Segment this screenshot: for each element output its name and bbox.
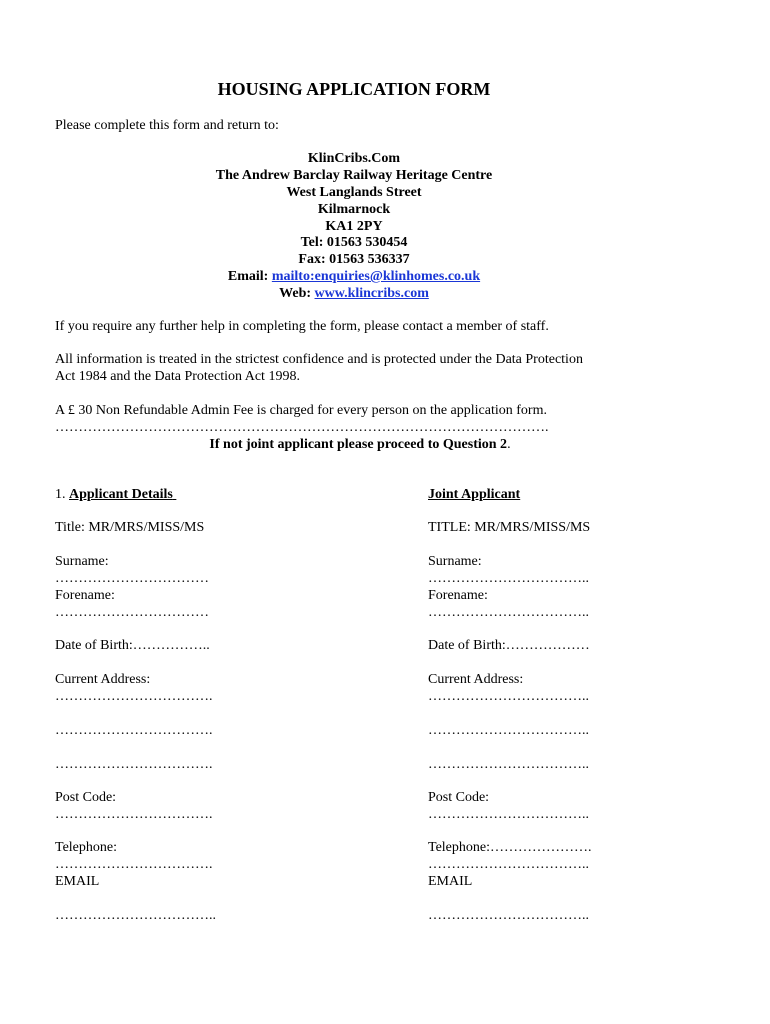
joint-address-label: Current Address: bbox=[428, 672, 524, 687]
applicant-forename-field[interactable]: …………………………… bbox=[55, 605, 209, 620]
street-name: West Langlands Street bbox=[286, 185, 422, 200]
joint-address-field-1[interactable]: …………………………….. bbox=[428, 689, 589, 704]
form-title: HOUSING APPLICATION FORM bbox=[217, 79, 491, 99]
applicant-address-field-2[interactable]: ……………………………. bbox=[55, 723, 213, 738]
joint-applicant-heading: Joint Applicant bbox=[428, 487, 521, 502]
applicant-postcode-field[interactable]: ……………………………. bbox=[55, 807, 213, 822]
fax-number: Fax: 01563 536337 bbox=[298, 252, 410, 267]
postcode: KA1 2PY bbox=[325, 219, 383, 234]
email-line bbox=[0, 268, 708, 285]
privacy-note-line2: Act 1984 and the Data Protection Act 1998. bbox=[55, 369, 300, 384]
company-name: KlinCribs.Com bbox=[307, 151, 401, 166]
applicant-surname-field[interactable]: …………………………… bbox=[55, 571, 209, 586]
privacy-note-line1: All information is treated in the strictest confidence and is protected under the Data Protection bbox=[55, 352, 583, 367]
applicant-email-field[interactable]: …………………………….. bbox=[55, 908, 216, 923]
joint-forename-label: Forename: bbox=[428, 588, 488, 603]
applicant-postcode-label: Post Code: bbox=[55, 790, 117, 805]
joint-telephone-field[interactable]: Telephone:…………………. bbox=[428, 840, 592, 855]
telephone-number: Tel: 01563 530454 bbox=[300, 235, 408, 250]
joint-postcode-label: Post Code: bbox=[428, 790, 490, 805]
email-link[interactable]: mailto:enquiries@klinhomes.co.uk bbox=[271, 269, 481, 284]
joint-address-field-2[interactable]: …………………………….. bbox=[428, 723, 589, 738]
applicant-telephone-label: Telephone: bbox=[55, 840, 117, 855]
building-name: The Andrew Barclay Railway Heritage Centre bbox=[215, 168, 493, 183]
email-label: Email: bbox=[227, 269, 269, 284]
help-note: If you require any further help in completing the form, please contact a member of staff. bbox=[55, 319, 549, 334]
applicant-address-field-1[interactable]: ……………………………. bbox=[55, 689, 213, 704]
web-label: Web: bbox=[279, 286, 312, 301]
applicant-address-label: Current Address: bbox=[55, 672, 151, 687]
joint-surname-label: Surname: bbox=[428, 554, 482, 569]
joint-email-label: EMAIL bbox=[428, 874, 473, 889]
joint-note bbox=[0, 436, 720, 453]
intro-text: Please complete this form and return to: bbox=[55, 118, 279, 133]
fee-note: A £ 30 Non Refundable Admin Fee is charged for every person on the application form. bbox=[55, 403, 547, 418]
joint-dob-field[interactable]: Date of Birth:……………… bbox=[428, 638, 590, 653]
joint-postcode-field[interactable]: …………………………….. bbox=[428, 807, 589, 822]
question-number: 1. bbox=[55, 487, 66, 502]
joint-surname-field[interactable]: …………………………….. bbox=[428, 571, 589, 586]
joint-title-options[interactable]: TITLE: MR/MRS/MISS/MS bbox=[428, 520, 591, 535]
dotted-rule: ……………………………………………………………………………………………. bbox=[55, 420, 549, 435]
joint-note-text: If not joint applicant please proceed to Question 2 bbox=[209, 437, 508, 452]
applicant-email-label: EMAIL bbox=[55, 874, 100, 889]
applicant-dob-field[interactable]: Date of Birth:…………….. bbox=[55, 638, 210, 653]
applicant-telephone-field[interactable]: ……………………………. bbox=[55, 857, 213, 872]
applicant-address-field-3[interactable]: ……………………………. bbox=[55, 757, 213, 772]
applicant-title-options[interactable]: Title: MR/MRS/MISS/MS bbox=[55, 520, 205, 535]
applicant-forename-label: Forename: bbox=[55, 588, 115, 603]
joint-forename-field[interactable]: …………………………….. bbox=[428, 605, 589, 620]
joint-note-period: . bbox=[507, 437, 511, 452]
web-line bbox=[0, 285, 708, 302]
applicant-heading-text: Applicant Details bbox=[69, 487, 173, 502]
joint-address-field-3[interactable]: …………………………….. bbox=[428, 757, 589, 772]
web-link[interactable]: www.klincribs.com bbox=[314, 286, 429, 301]
joint-telephone-extra-field[interactable]: …………………………….. bbox=[428, 857, 589, 872]
applicant-surname-label: Surname: bbox=[55, 554, 109, 569]
applicant-heading bbox=[55, 486, 176, 503]
joint-email-field[interactable]: …………………………….. bbox=[428, 908, 589, 923]
town-name: Kilmarnock bbox=[317, 202, 391, 217]
